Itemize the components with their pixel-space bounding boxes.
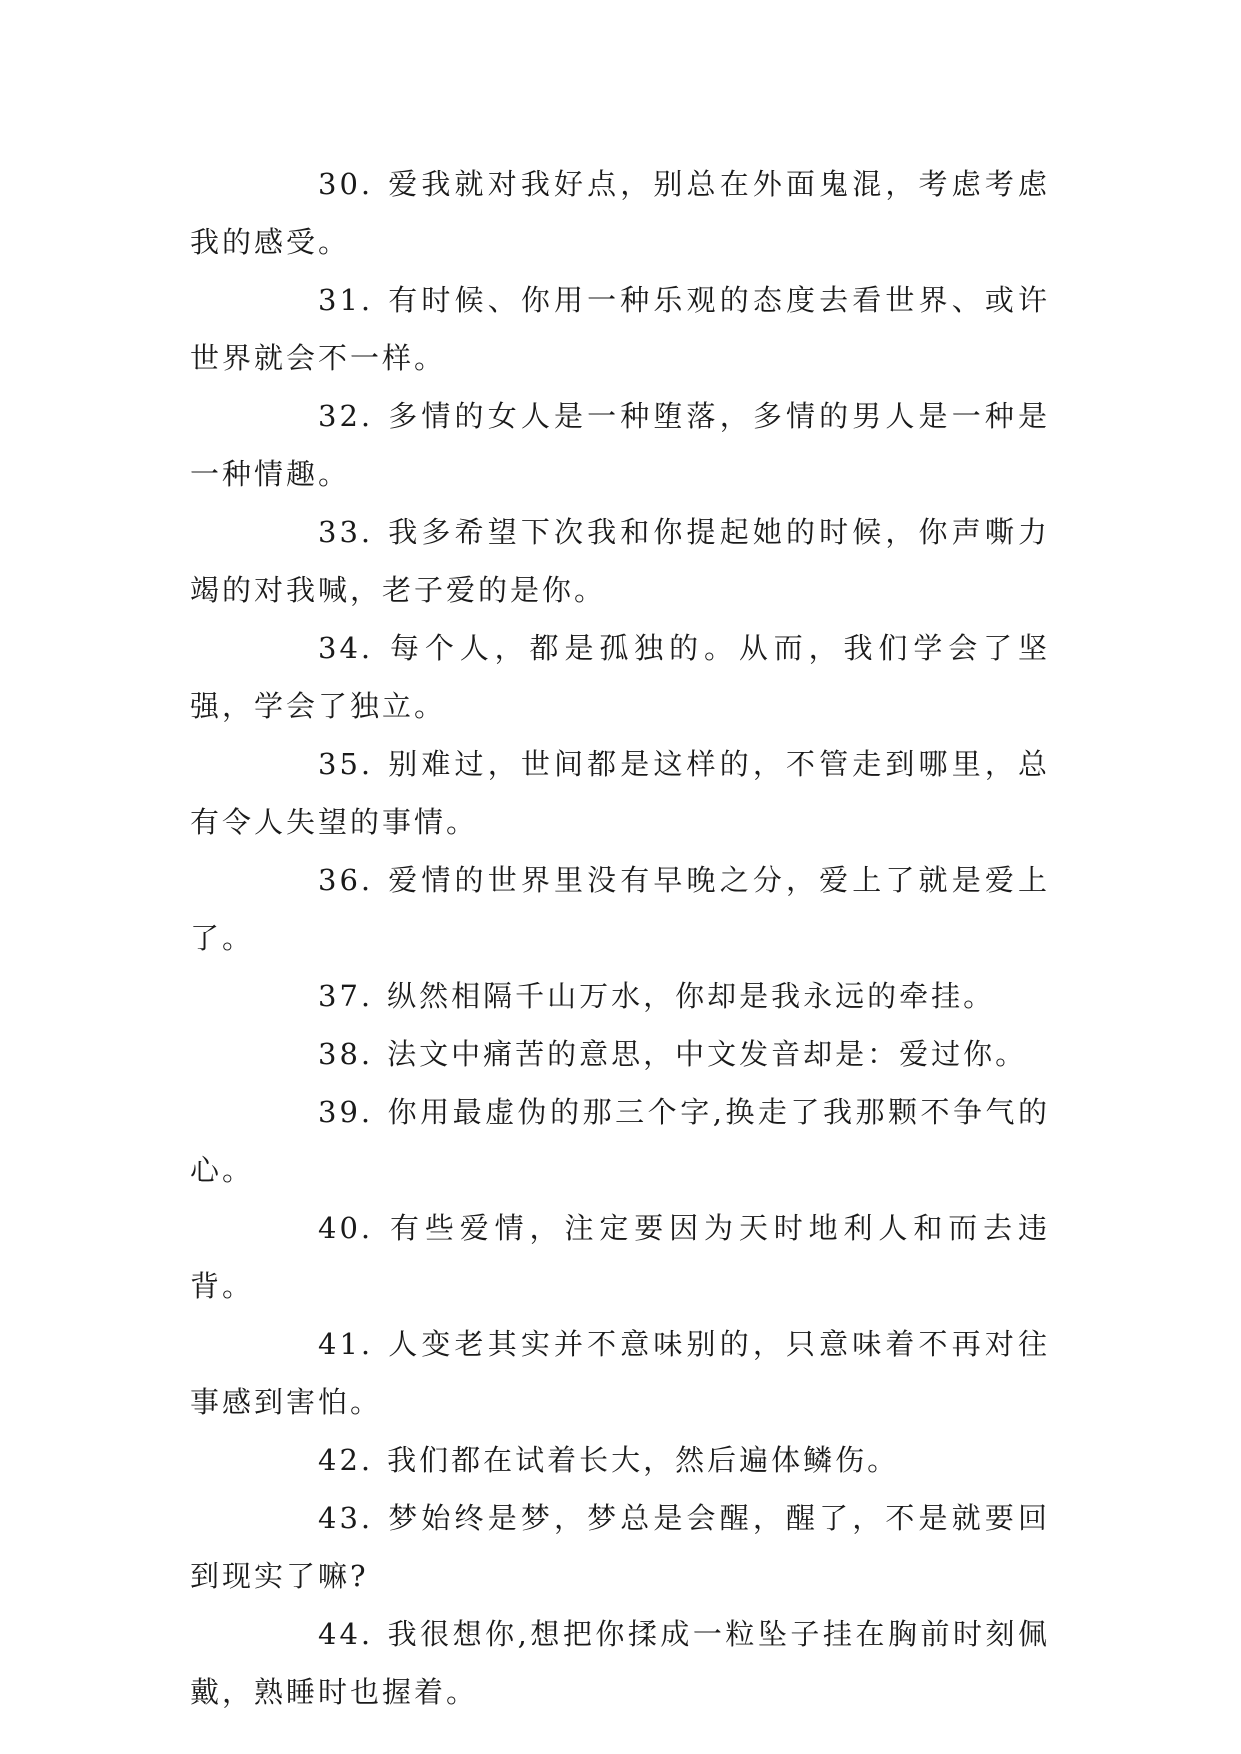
list-item xyxy=(190,735,1050,851)
item-number: 35. xyxy=(318,747,374,781)
item-number: 40. xyxy=(318,1211,374,1245)
item-number: 36. xyxy=(318,863,374,897)
list-item xyxy=(190,271,1050,387)
list-item xyxy=(190,1199,1050,1315)
list-item xyxy=(190,503,1050,619)
item-text: 法文中痛苦的意思，中文发音却是：爱过你。 xyxy=(387,1037,1028,1071)
list-item xyxy=(190,387,1050,503)
list-item xyxy=(190,1489,1050,1605)
item-number: 41. xyxy=(318,1327,374,1361)
item-text: 我们都在试着长大，然后遍体鳞伤。 xyxy=(387,1443,900,1477)
list-item xyxy=(190,1431,1050,1489)
list-item xyxy=(190,619,1050,735)
item-text: 多情的女人是一种堕落，多情的男人是一种是一种情趣。 xyxy=(190,399,1050,491)
item-number: 42. xyxy=(318,1443,374,1477)
item-text: 梦始终是梦，梦总是会醒，醒了，不是就要回到现实了嘛? xyxy=(190,1501,1050,1593)
item-text: 人变老其实并不意味别的，只意味着不再对往事感到害怕。 xyxy=(190,1327,1050,1419)
item-text: 每个人，都是孤独的。从而，我们学会了坚强，学会了独立。 xyxy=(190,631,1050,723)
list-item xyxy=(190,1083,1050,1199)
item-number: 37. xyxy=(318,979,374,1013)
document-body xyxy=(190,155,1050,1721)
item-text: 爱情的世界里没有早晚之分，爱上了就是爱上了。 xyxy=(190,863,1050,955)
list-item xyxy=(190,967,1050,1025)
item-number: 39. xyxy=(318,1095,374,1129)
item-text: 有时候、你用一种乐观的态度去看世界、或许世界就会不一样。 xyxy=(190,283,1050,375)
item-text: 你用最虚伪的那三个字,换走了我那颗不争气的心。 xyxy=(190,1095,1050,1187)
item-text: 有些爱情，注定要因为天时地利人和而去违背。 xyxy=(190,1211,1050,1303)
item-number: 44. xyxy=(318,1617,374,1651)
item-text: 纵然相隔千山万水，你却是我永远的牵挂。 xyxy=(387,979,996,1013)
item-number: 30. xyxy=(318,167,374,201)
item-text: 爱我就对我好点，别总在外面鬼混，考虑考虑我的感受。 xyxy=(190,167,1050,259)
list-item xyxy=(190,1605,1050,1721)
item-number: 34. xyxy=(318,631,374,665)
list-item xyxy=(190,155,1050,271)
list-item xyxy=(190,1025,1050,1083)
item-text: 别难过，世间都是这样的，不管走到哪里，总有令人失望的事情。 xyxy=(190,747,1050,839)
item-number: 33. xyxy=(318,515,374,549)
item-number: 38. xyxy=(318,1037,374,1071)
item-text: 我多希望下次我和你提起她的时候，你声嘶力竭的对我喊，老子爱的是你。 xyxy=(190,515,1050,607)
item-number: 32. xyxy=(318,399,374,433)
item-text: 我很想你,想把你揉成一粒坠子挂在胸前时刻佩戴，熟睡时也握着。 xyxy=(190,1617,1050,1709)
item-number: 31. xyxy=(318,283,374,317)
item-number: 43. xyxy=(318,1501,374,1535)
list-item xyxy=(190,1315,1050,1431)
list-item xyxy=(190,851,1050,967)
